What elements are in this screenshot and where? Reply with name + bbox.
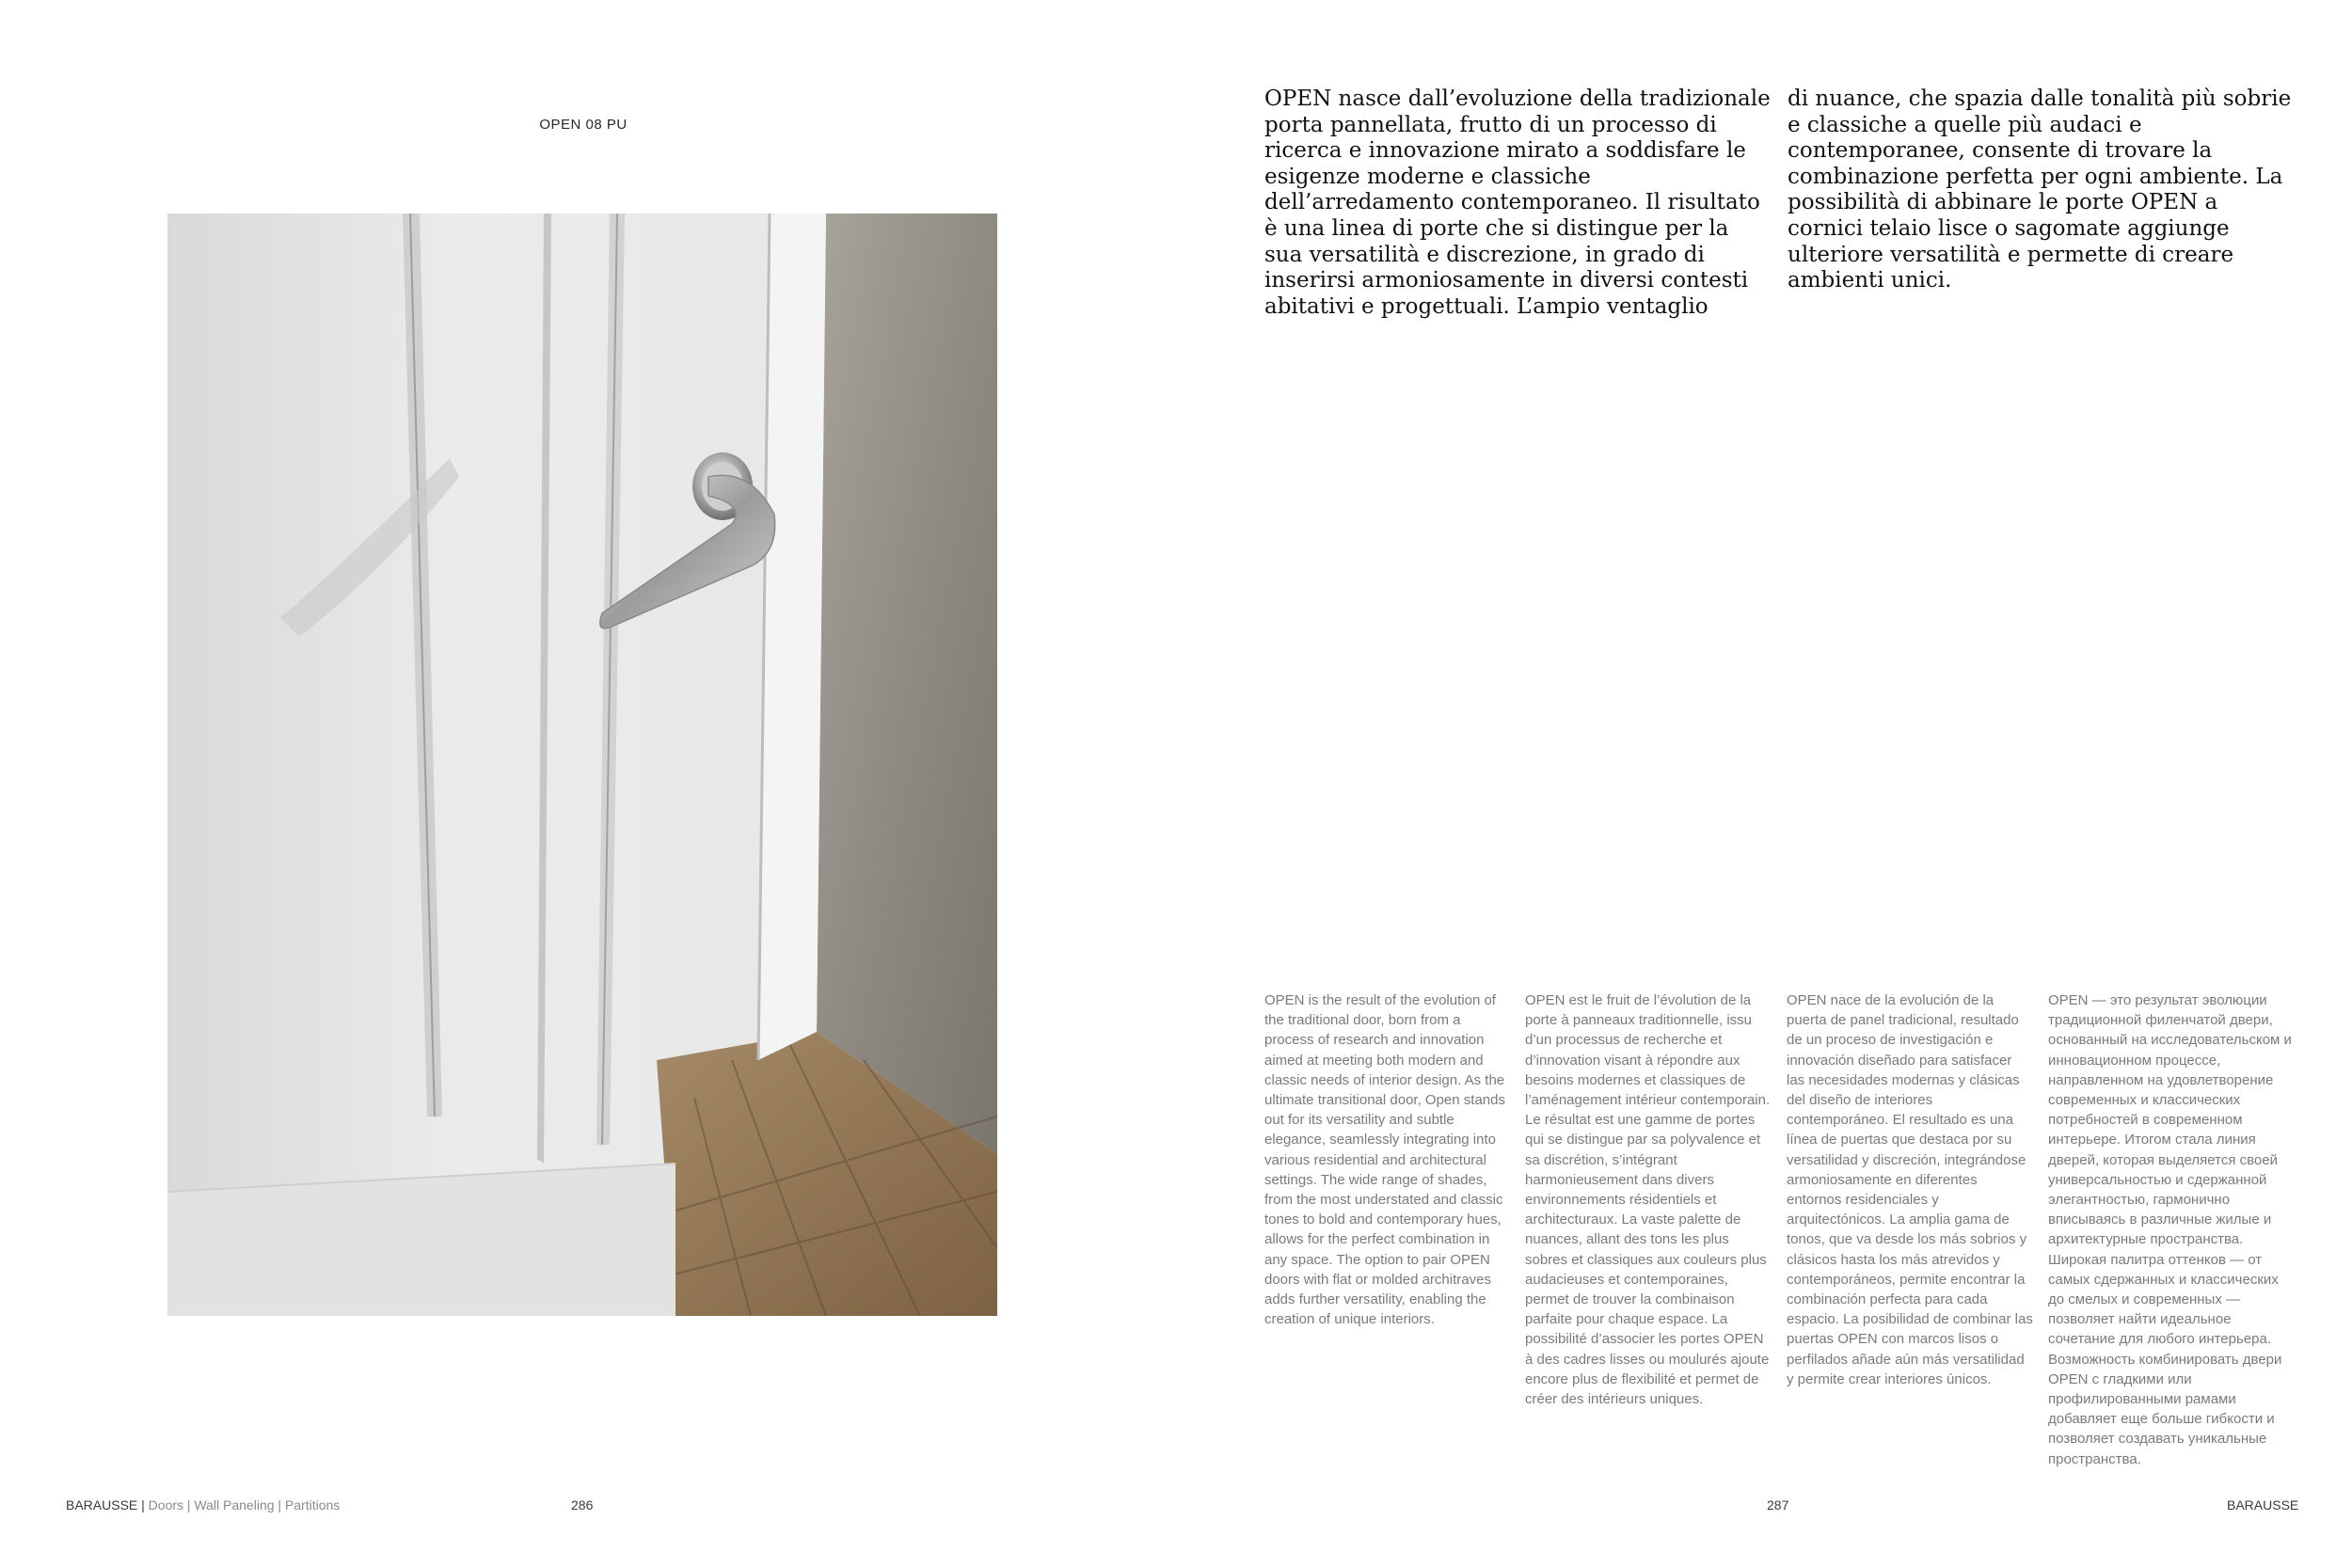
italian-text-left: OPEN nasce dall’evoluzione della tradizionale porta pannellata, frutto di un processo di ricerca e innovazione mirato a soddisfare le esigenze moderne e classiche dell’arredamento contemporaneo. Il risultato è una linea di porte che si distingue per la sua versatilità e discrezione, in grado di inserirsi armoniosamente in diversi contesti abitativi e progettuali. L’ampio ventaglio [1264,87,1771,319]
footer-separator: | [137,1497,149,1513]
page-number-left: 286 [571,1497,594,1513]
product-caption: OPEN 08 PU [539,117,628,133]
door-handle-image [167,214,997,1316]
footer-brand-right: BARAUSSE [2227,1497,2299,1513]
russian-text: OPEN — это результат эволюции традиционной филенчатой двери, основанный на исследовательском и инновационном процессе, направленном на удовлетворение современных и классических потребностей в современном интерьере. Итогом стала линия дверей, которая выделяется своей универсальностью и сдержанной элегантностью, гармонично вписываясь в различные жилые и архитектурные пространства. Широкая палитра оттенков — от самых сдержанных и классических до смелых и современных — позволяет найти идеальное сочетание для любого интерьера. Возможность комбинировать двери OPEN с гладкими или профилированными рамами добавляет еще больше гибкости и позволяет создавать уникальные пространства. [2048,992,2292,1467]
french-text: OPEN est le fruit de l’évolution de la porte à panneaux traditionnelle, issu d’un processus de recherche et d’innovation visant à répondre aux besoins modernes et classiques de l’aménagement intérieur contemporain. Le résultat est une gamme de portes qui se distingue par sa polyvalence et sa discrétion, s’intégrant harmonieusement dans divers environnements résidentiels et architecturaux. La vaste palette de nuances, allant des tons les plus sobres et classiques aux couleurs plus audacieuses et contemporaines, permet de trouver la combinaison parfaite pour chaque espace. La possibilité d’associer les portes OPEN à des cadres lisses ou moulurés ajoute encore plus de flexibilité et permet de créer des intérieurs uniques. [1525,992,1771,1408]
footer-brand: BARAUSSE [66,1497,138,1513]
english-text: OPEN is the result of the evolution of the traditional door, born from a process of research and innovation aimed at meeting both modern and classic needs of interior design. As the ultimate transitional door, Open stands out for its versatility and subtle elegance, seamlessly integrating into various residential and architectural settings. The wide range of shades, from the most understated and classic tones to bold and contemporary hues, allows for the perfect combination in any space. The option to pair OPEN doors with flat or molded architraves adds further versatility, enabling the creation of unique interiors. [1264,992,1505,1328]
italian-text-right: di nuance, che spazia dalle tonalità più sobrie e classiche a quelle più audaci e contemporanee, consente di trovare la combinazione perfetta per ogni ambiente. La possibilità di abbinare le porte OPEN a cornici telaio lisce o sagomate aggiunge ulteriore versatilità e permette di creare ambienti unici. [1788,87,2292,293]
footer-categories: Doors | Wall Paneling | Partitions [148,1497,341,1513]
spanish-text: OPEN nace de la evolución de la puerta de panel tradicional, resultado de un proceso de investigación e innovación diseñado para satisfacer las necesidades modernas y clásicas del diseño de interiores contemporáneo. El resultado es una línea de puertas que destaca por su versatilidad y discreción, integrándose armoniosamente en diferentes entornos residenciales y arquitectónicos. La amplia gama de tonos, que va desde los más sobrios y clásicos hasta los más atrevidos y contemporáneos, permite encontrar la combinación perfecta para cada espacio. La posibilidad de combinar las puertas OPEN con marcos lisos o perfilados añade aún más versatilidad y permite crear interiores únicos. [1787,992,2033,1387]
door-photo [167,214,997,1316]
footer-brand-line [66,1497,340,1513]
page-number-right: 287 [1767,1497,1789,1513]
